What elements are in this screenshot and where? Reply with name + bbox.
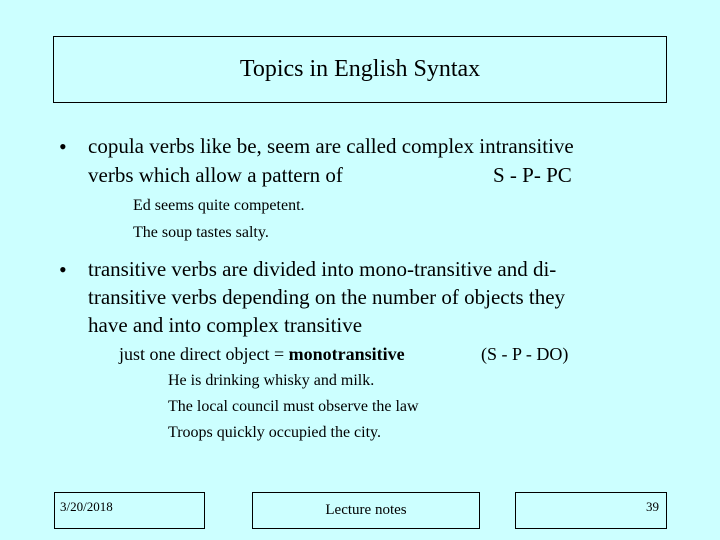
footer-center-box: [252, 492, 480, 529]
bullet-2-example-3: Troops quickly occupied the city.: [168, 424, 382, 441]
footer-page-number: 39: [646, 499, 659, 514]
footer-date-box: [54, 492, 205, 529]
sub-prefix: just one direct object =: [119, 344, 289, 364]
sub-bold-term: monotransitive: [288, 344, 405, 364]
bullet-1-line-1: copula verbs like be, seem are called complex intransitive: [88, 134, 574, 158]
sub-pattern: (S - P - DO): [481, 344, 569, 364]
bullet-1-line-2a: verbs which allow a pattern of: [88, 163, 343, 187]
footer-date: 3/20/2018: [60, 499, 113, 514]
bullet-2-line-2: transitive verbs depending on the number of objects they: [88, 285, 566, 309]
bullet-2-example-1: He is drinking whisky and milk.: [168, 372, 375, 389]
bullet-2-line-3: have and into complex transitive: [88, 313, 363, 337]
slide-title: Topics in English Syntax: [239, 56, 481, 82]
footer-page-box: [515, 492, 667, 529]
bullet-1-pattern: S - P- PC: [493, 163, 572, 187]
bullet-2-line-1: transitive verbs are divided into mono-transitive and di-: [88, 257, 557, 281]
bullet-1-example-1: Ed seems quite competent.: [133, 197, 305, 214]
bullet-2-symbol: •: [59, 257, 67, 282]
bullet-2-example-2: The local council must observe the law: [168, 398, 419, 415]
footer-title: Lecture notes: [325, 502, 407, 518]
bullet-1-symbol: •: [59, 134, 67, 159]
bullet-2-sub-line: [119, 344, 405, 365]
title-box: [53, 36, 667, 103]
bullet-1-example-2: The soup tastes salty.: [133, 224, 269, 241]
